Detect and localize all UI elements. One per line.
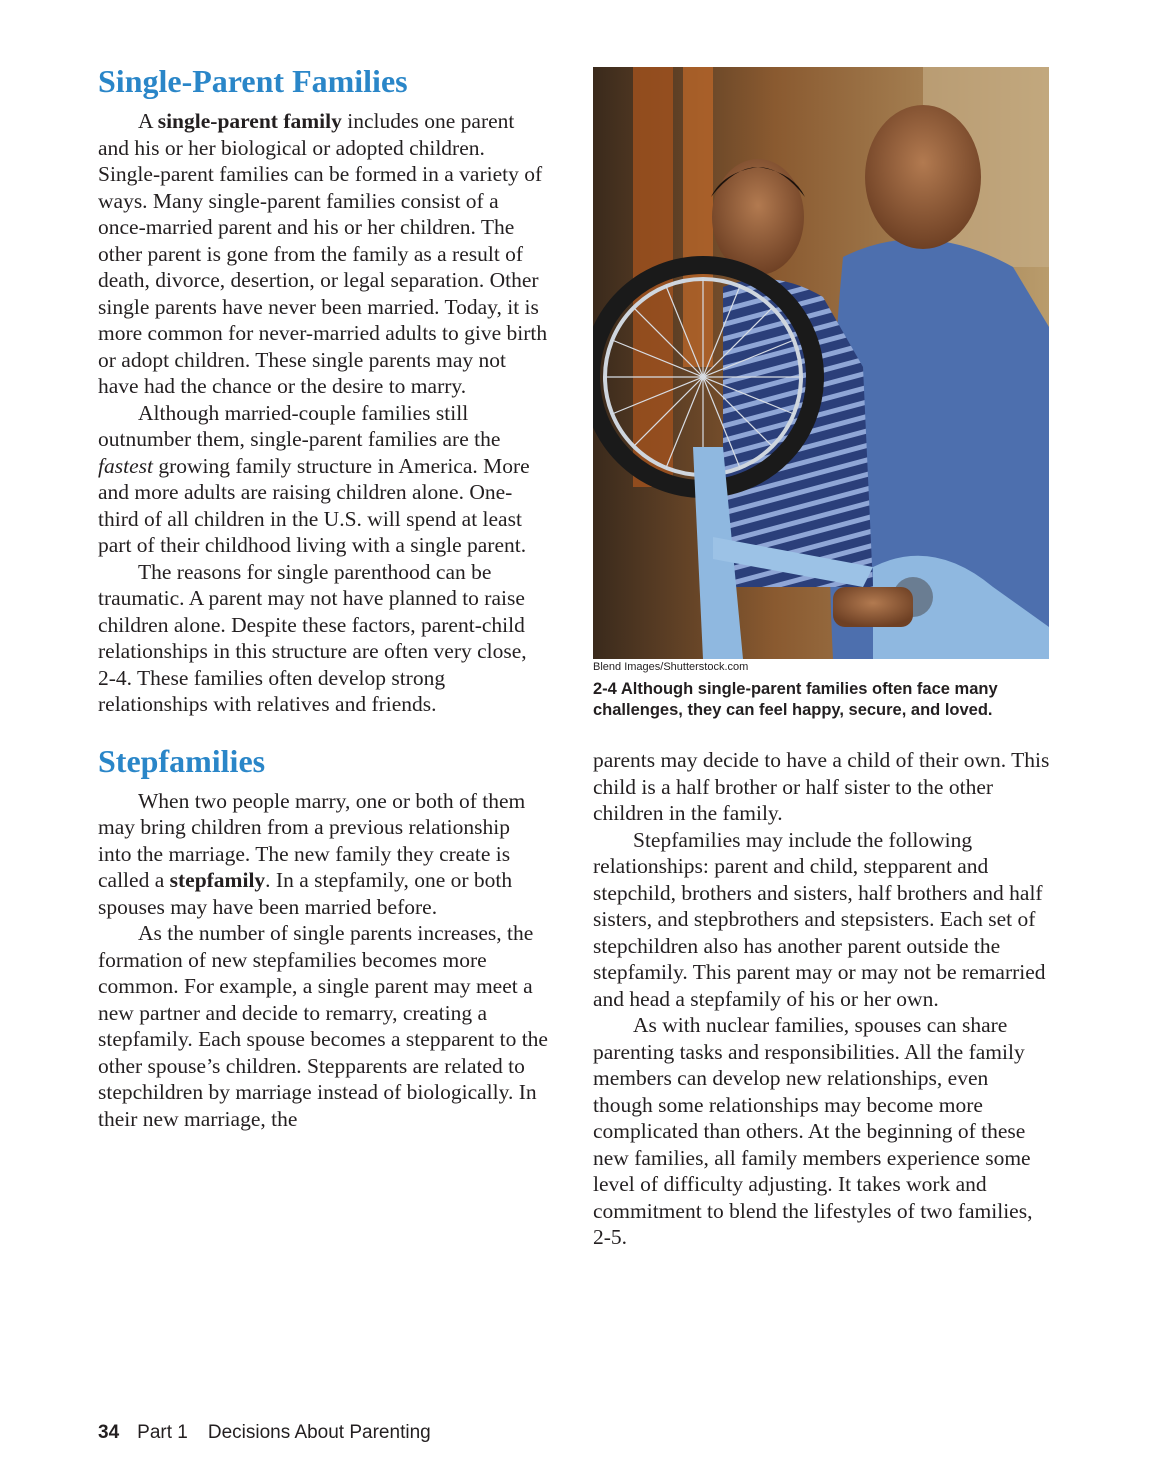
paragraph-stepfamily-formation: As the number of single parents increases, the formation of new stepfamilies becomes more common. For example, a single parent may meet a new partner and decide to remarry, creating a stepfamily. Each spouse becomes a stepparent to the other spouse’s children. Stepparents are related to stepchildren by marriage instead of biologically. In their new marriage, the	[98, 921, 548, 1131]
footer-part: Part 1	[137, 1422, 188, 1443]
page-number: 34	[98, 1422, 120, 1443]
text-run: A	[138, 109, 158, 133]
text-run: includes one parent and his or her biological or adopted children. Single-parent families can be formed in a variety of ways. Many single-parent families consist of a once-married parent and his or her children. The other parent is gone from the family as a result of death, divorce, desertion, or legal separation. Other single parents have never been married. Today, it is more common for never-married adults to give birth or adopt children. These single parents may not have had the chance or the desire to marry.	[98, 109, 548, 398]
paragraph-nuclear-families: As with nuclear families, spouses can share parenting tasks and responsibilities. All the family members can develop new relationships, even though some relationships may become more complicated than others. At the beginning of these new families, all family members experience some level of difficulty adjusting. It takes work and commitment to blend the lifestyles of two families, 2-5.	[593, 1013, 1033, 1249]
photo-illustration	[593, 67, 1049, 659]
heading-single-parent-families: Single-Parent Families	[98, 63, 408, 99]
paragraph-reasons: The reasons for single parenthood can be traumatic. A parent may not have planned to raise children alone. Despite these factors, parent-child relationships in this structure are often very close, 2-4. These families often develop strong relationships with relatives and friends.	[98, 559, 527, 716]
page-footer	[98, 1422, 431, 1444]
paragraph-single-parent-definition	[98, 108, 548, 400]
photo-father-son-bicycle	[593, 67, 1049, 659]
left-column	[98, 60, 548, 1132]
text-run: . In a stepfamily, one or both spouses may have been married before.	[98, 868, 513, 919]
footer-title: Decisions About Parenting	[207, 1422, 431, 1443]
paragraph-fastest-growing	[98, 400, 548, 559]
text-run: When two people marry, one or both of them may bring children from a previous relationship into the marriage. The new family they create is called a	[98, 788, 526, 892]
paragraph-stepfamily-definition	[98, 788, 548, 921]
figure-caption: 2-4 Although single-parent families often face many challenges, they can feel happy, secure, and loved.	[593, 680, 998, 719]
italic-term: fastest	[98, 453, 153, 478]
paragraph-continued: parents may decide to have a child of their own. This child is a half brother or half sister to the other children in the family.	[593, 748, 1050, 825]
photo-credit: Blend Images/Shutterstock.com	[593, 661, 749, 673]
paragraph-stepfamily-relationships: Stepfamilies may include the following relationships: parent and child, stepparent and stepchild, brothers and sisters, half brothers and half sisters, and stepbrothers and stepsisters. Each set of stepchildren also has another parent outside the stepfamily. This parent may or may not be remarried and head a stepfamily of his or her own.	[593, 827, 1046, 1011]
heading-stepfamilies: Stepfamilies	[98, 742, 266, 779]
bold-term: stepfamily	[169, 868, 266, 892]
bold-term: single-parent family	[157, 109, 342, 133]
right-column	[593, 60, 1051, 1251]
text-run: growing family structure in America. More and more adults are raising children alone. One-third of all children in the U.S. will spend at least part of their childhood living with a single parent.	[98, 453, 530, 557]
text-run: Although married-couple families still outnumber them, single-parent families are the	[98, 400, 501, 451]
